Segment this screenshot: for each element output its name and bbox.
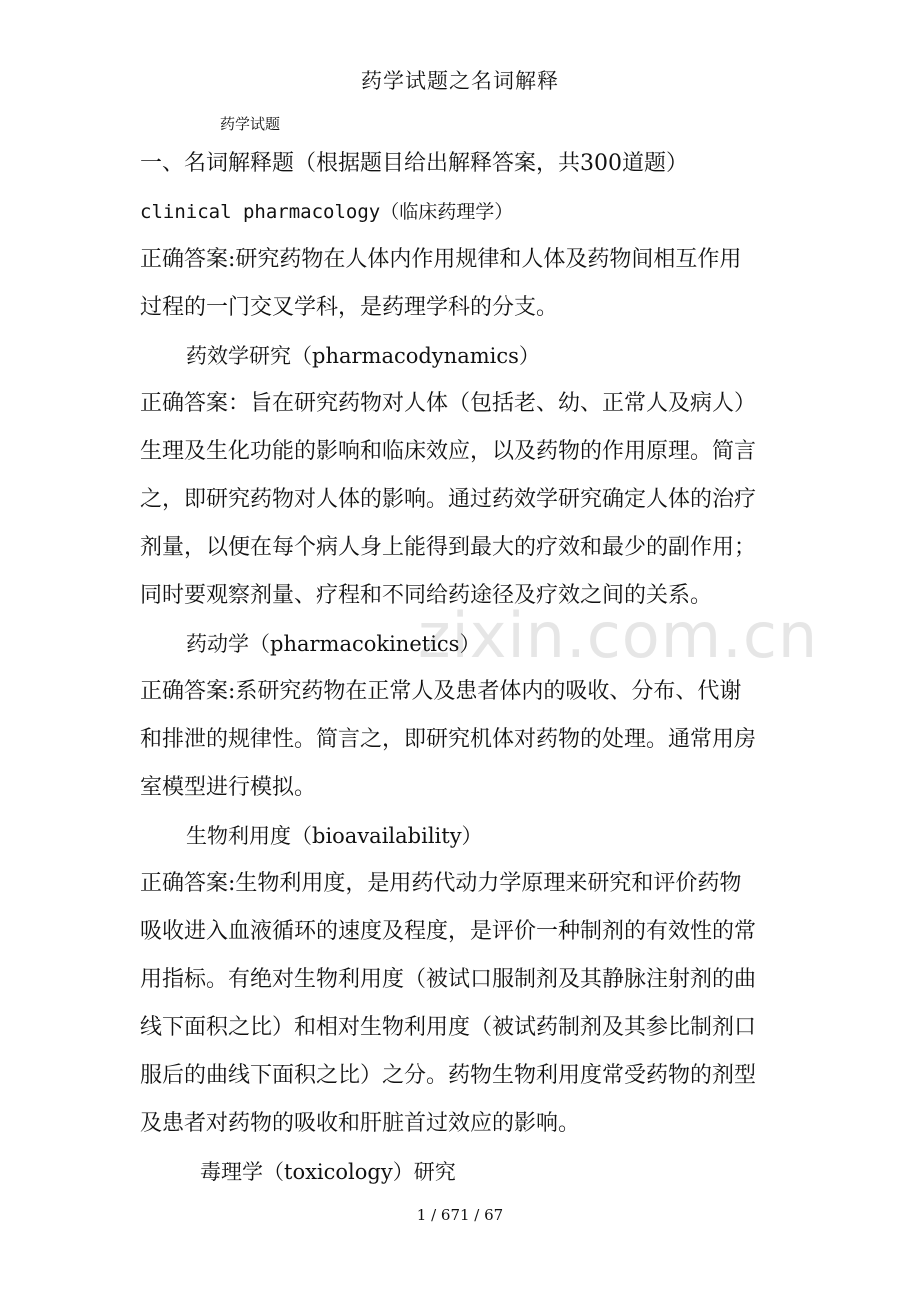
answer-line: 过程的一门交叉学科，是药理学科的分支。 bbox=[140, 295, 559, 320]
document-body bbox=[140, 140, 785, 1196]
answer-line: 正确答案:研究药物在人体内作用规律和人体及药物间相互作用 bbox=[140, 247, 742, 272]
answer-line: 正确答案：旨在研究药物对人体（包括老、幼、正常人及病人） bbox=[140, 391, 757, 416]
term-heading: 药效学研究（pharmacodynamics） bbox=[186, 344, 540, 368]
section-heading: 一、名词解释题（根据题目给出解释答案，共300道题） bbox=[140, 151, 688, 176]
answer-line: 同时要观察剂量、疗程和不同给药途径及疗效之间的关系。 bbox=[140, 583, 713, 608]
answer-line: 之，即研究药物对人体的影响。通过药效学研究确定人体的治疗 bbox=[140, 487, 757, 512]
answer-line: 和排泄的规律性。简言之，即研究机体对药物的处理。通常用房 bbox=[140, 727, 757, 752]
answer-line: 生理及生化功能的影响和临床效应，以及药物的作用原理。简言 bbox=[140, 439, 757, 464]
answer-line: 正确答案:系研究药物在正常人及患者体内的吸收、分布、代谢 bbox=[140, 679, 742, 704]
answer-line: 正确答案:生物利用度，是用药代动力学原理来研究和评价药物 bbox=[140, 871, 742, 896]
term-heading: 药动学（pharmacokinetics） bbox=[186, 632, 481, 656]
answer-line: 室模型进行模拟。 bbox=[140, 775, 317, 800]
answer-line: 及患者对药物的吸收和肝脏首过效应的影响。 bbox=[140, 1111, 581, 1136]
term-heading: 毒理学（toxicology）研究 bbox=[200, 1160, 456, 1184]
answer-line: 服后的曲线下面积之比）之分。药物生物利用度常受药物的剂型 bbox=[140, 1063, 757, 1088]
watermark: zixin.com.cn bbox=[418, 599, 819, 672]
answer-line: 线下面积之比）和相对生物利用度（被试药制剂及其参比制剂口 bbox=[140, 1015, 757, 1040]
page-number: 1 / 671 / 67 bbox=[416, 1206, 504, 1224]
term-heading: clinical pharmacology（临床药理学） bbox=[140, 201, 514, 223]
answer-line: 剂量，以便在每个病人身上能得到最大的疗效和最少的副作用； bbox=[140, 535, 757, 560]
answer-line: 用指标。有绝对生物利用度（被试口服制剂及其静脉注射剂的曲 bbox=[140, 967, 757, 992]
answer-line: 吸收进入血液循环的速度及程度，是评价一种制剂的有效性的常 bbox=[140, 919, 757, 944]
term-heading: 生物利用度（bioavailability） bbox=[186, 824, 483, 848]
document-subtitle: 药学试题 bbox=[220, 115, 281, 133]
document-title: 药学试题之名词解释 bbox=[361, 69, 559, 93]
